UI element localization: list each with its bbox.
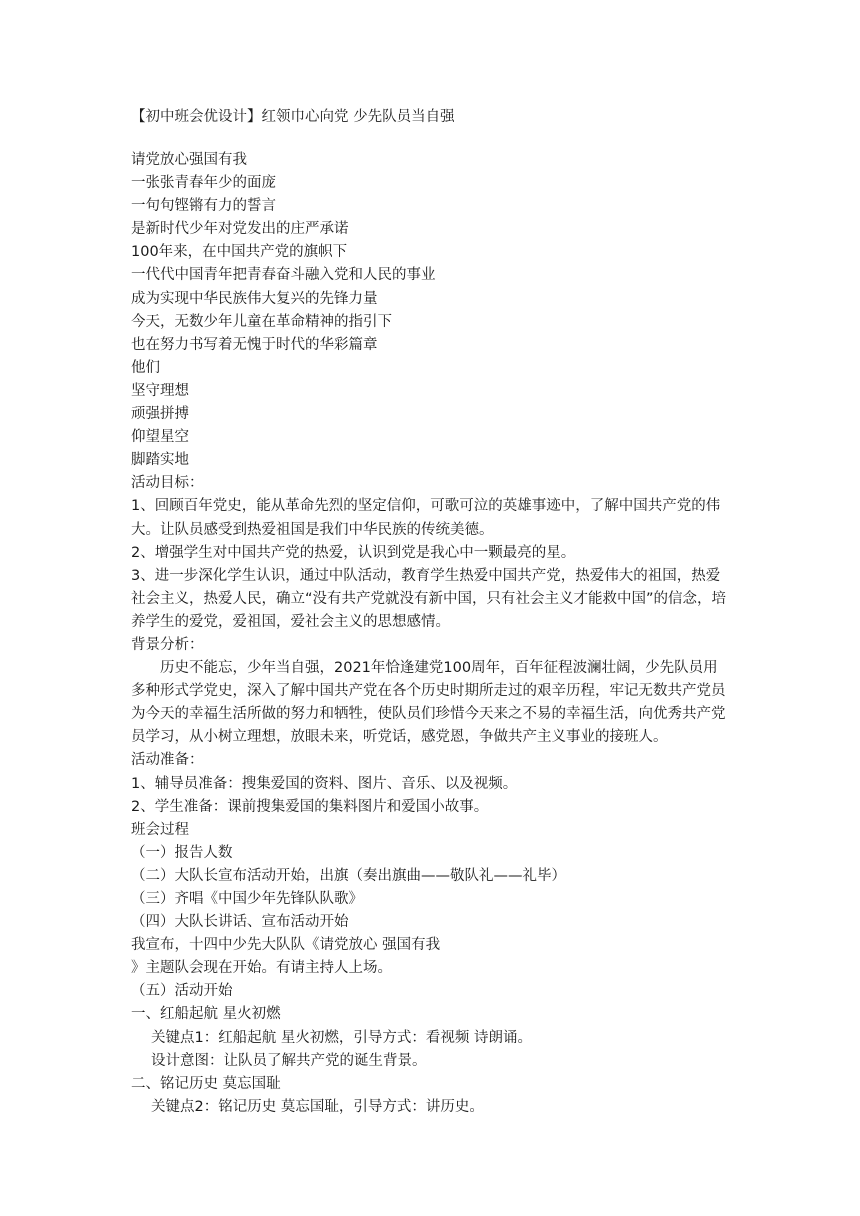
process-item: 》主题队会现在开始。有请主持人上场。 <box>131 960 392 977</box>
prep-item: 1、辅导员准备：搜集爱国的资料、图片、音乐、以及视频。 <box>131 775 518 792</box>
document-title: 【初中班会优设计】红领巾心向党 少先队员当自强 <box>131 109 455 125</box>
process-item: （二）大队长宣布活动开始，出旗（奏出旗曲——敬队礼——礼毕） <box>131 867 566 884</box>
prep-item: 2、学生准备：课前搜集爱国的集料图片和爱国小故事。 <box>131 798 489 815</box>
poem-line: 脚踏实地 <box>131 452 189 469</box>
poem-line: 成为实现中华民族伟大复兴的先锋力量 <box>131 290 378 307</box>
poem-line: 顽强拼搏 <box>131 406 189 423</box>
poem-line: 仰望星空 <box>131 429 189 446</box>
section-heading: 一、红船起航 星火初燃 <box>131 1006 281 1023</box>
poem-line: 一代代中国青年把青春奋斗融入党和人民的事业 <box>131 267 436 284</box>
poem-line: 100年来，在中国共产党的旗帜下 <box>131 244 348 261</box>
background-heading: 背景分析： <box>131 636 204 653</box>
section-item: 设计意图：让队员了解共产党的诞生背景。 <box>151 1052 427 1069</box>
goals-heading: 活动目标： <box>131 475 204 492</box>
process-heading: 班会过程 <box>131 821 189 838</box>
poem-line: 他们 <box>131 359 160 376</box>
process-item: （一）报告人数 <box>131 844 233 861</box>
poem-line: 请党放心强国有我 <box>131 152 247 168</box>
section-item: 关键点1：红船起航 星火初燃，引导方式：看视频 诗朗诵。 <box>151 1029 532 1046</box>
background-paragraph: 历史不能忘，少年当自强，2021年恰逢建党100周年，百年征程波澜壮阔，少先队员用多种形式学党史，深入了解中国共产党在各个历史时期所走过的艰辛历程，牢记无数共产党员为今天的幸福生活所做的努力和牺牲，使队员们珍惜今天来之不易的幸福生活，向优秀共产党员学习，从小树立理想，放眼未来，听党话，感党恩，争做共产主义事业的接班人。 <box>131 660 726 746</box>
process-item: 我宣布，十四中少先大队队《请党放心 强国有我 <box>131 937 441 954</box>
poem-line: 坚守理想 <box>131 382 189 399</box>
poem-line: 是新时代少年对党发出的庄严承诺 <box>131 221 349 238</box>
process-item: （五）活动开始 <box>131 983 233 1000</box>
goal-item: 2、增强学生对中国共产党的热爱，认识到党是我心中一颗最亮的星。 <box>131 544 576 561</box>
goal-item: 1、回顾百年党史，能从革命先烈的坚定信仰，可歌可泣的英雄事迹中，了解中国共产党的伟大。让队员感受到热爱祖国是我们中华民族的传统美德。 <box>131 498 721 538</box>
process-item: （四）大队长讲话、宣布活动开始 <box>131 914 349 931</box>
process-item: （三）齐唱《中国少年先锋队队歌》 <box>131 891 363 907</box>
poem-line: 一张张青春年少的面庞 <box>131 175 276 192</box>
prep-heading: 活动准备： <box>131 752 204 769</box>
section-item: 关键点2：铭记历史 莫忘国耻，引导方式：讲历史。 <box>151 1098 484 1115</box>
poem-line: 今天，无数少年儿童在革命精神的指引下 <box>131 313 392 330</box>
goal-item: 3、进一步深化学生认识，通过中队活动，教育学生热爱中国共产党，热爱伟大的祖国，热爱社会主义，热爱人民，确立“没有共产党就没有新中国，只有社会主义才能救中国”的信念，培养学生的爱党，爱祖国，爱社会主义的思想感情。 <box>131 567 727 630</box>
document-body <box>131 149 731 1119</box>
section-heading: 二、铭记历史 莫忘国耻 <box>131 1075 281 1092</box>
poem-line: 一句句铿锵有力的誓言 <box>131 198 276 215</box>
poem-line: 也在努力书写着无愧于时代的华彩篇章 <box>131 336 378 353</box>
